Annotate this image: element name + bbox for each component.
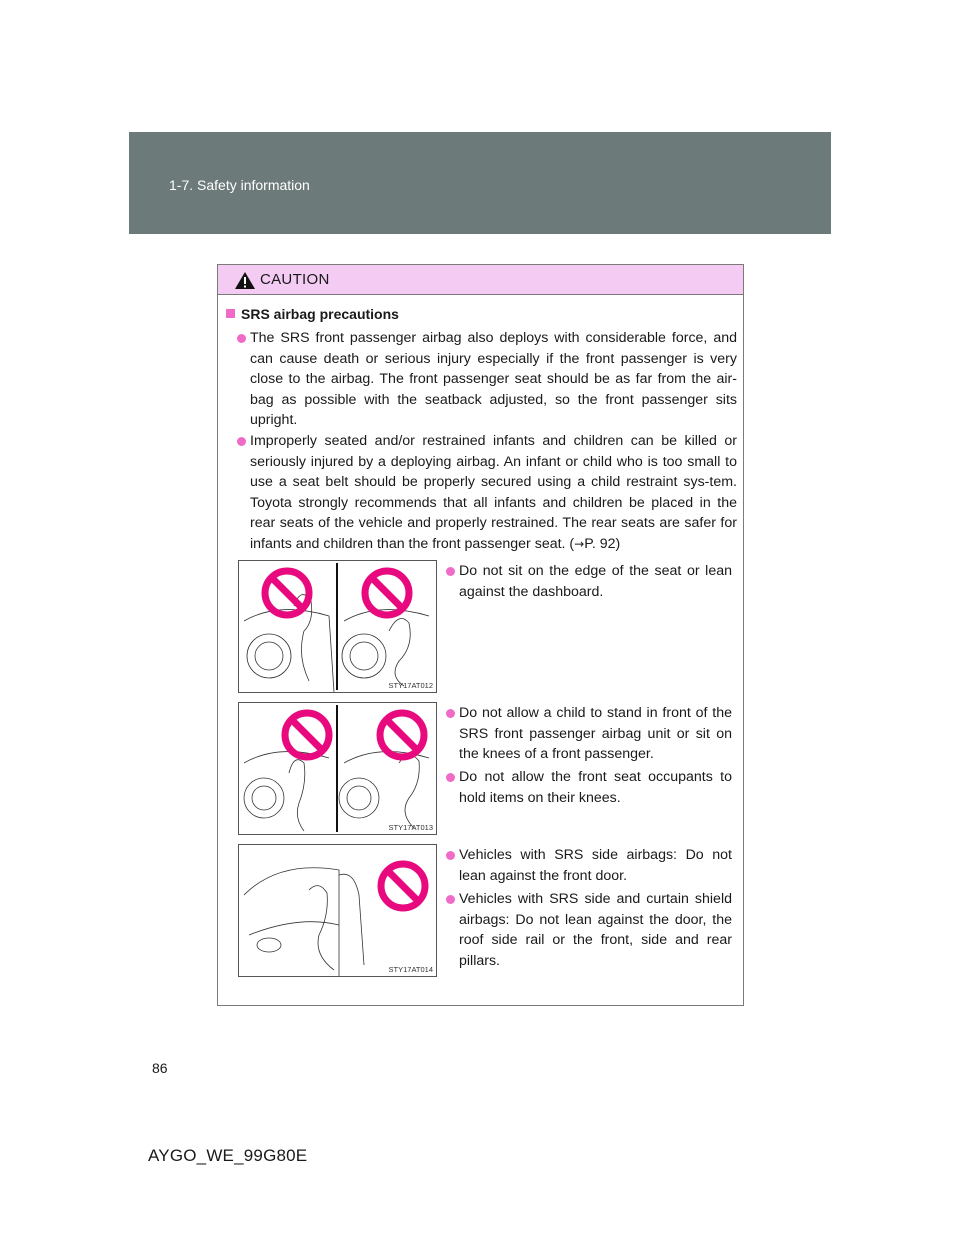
bullet-dot-icon (446, 773, 455, 782)
bullet-paragraph (459, 561, 732, 602)
section-label: 1-7. Safety information (169, 177, 310, 193)
seating-illustration (239, 561, 436, 692)
prohibition-icon (381, 864, 425, 908)
bullet-dot-icon (237, 437, 246, 446)
prohibition-icon (380, 713, 424, 757)
prohibition-icon (265, 571, 309, 615)
caution-header (218, 265, 743, 295)
illustration-2 (238, 702, 437, 835)
illustration-code: STY17AT012 (388, 681, 433, 690)
prohibition-icon (365, 571, 409, 615)
section-heading (226, 306, 399, 322)
arrow-symbol: → (574, 536, 585, 551)
bullet-dot-icon (237, 334, 246, 343)
illustration-code: STY17AT013 (388, 823, 433, 832)
illustration-3 (238, 844, 437, 977)
seating-illustration (239, 845, 436, 976)
bullet-text: Improperly seated and/or restrained infants and children can be killed or seriously injured by a deploying airbag. An infant or child who is too small to use a seat belt should be properly secured using a child restraint sys-tem. Toyota strongly recommends that all infants and children be placed in the rear seats of the vehicle and properly restrained. The rear seats are safer for infants and children than the front passenger seat. ( (250, 433, 737, 552)
heading-text: SRS airbag precautions (241, 306, 399, 322)
seating-illustration (239, 703, 436, 834)
square-bullet-icon (226, 309, 235, 318)
warning-triangle-icon (234, 271, 256, 290)
bullet-dot-icon (446, 895, 455, 904)
prohibition-icon (285, 713, 329, 757)
bullet-paragraph (250, 431, 737, 555)
bullet-paragraph (459, 767, 732, 808)
bullet-text: Do not allow the front seat occupants to hold items on their knees. (459, 769, 732, 806)
bullet-text: P. 92) (584, 535, 621, 552)
bullet-dot-icon (446, 709, 455, 718)
illustration-code: STY17AT014 (388, 965, 433, 974)
bullet-paragraph (250, 328, 737, 431)
document-code: AYGO_WE_99G80E (148, 1146, 308, 1165)
bullet-paragraph (459, 845, 732, 886)
illustration-1 (238, 560, 437, 693)
bullet-text: Do not allow a child to stand in front of the SRS front passenger airbag unit or sit on the knees of a front passenger. (459, 705, 732, 763)
page-number: 86 (152, 1060, 168, 1076)
bullet-text: Vehicles with SRS side and curtain shield airbags: Do not lean against the door, the roof side rail or the front, side and rear pillars. (459, 891, 732, 969)
header-band (129, 132, 831, 234)
bullet-dot-icon (446, 851, 455, 860)
bullet-text: Vehicles with SRS side airbags: Do not lean against the front door. (459, 847, 732, 884)
bullet-text: Do not sit on the edge of the seat or lean against the dashboard. (459, 563, 732, 600)
bullet-dot-icon (446, 567, 455, 576)
bullet-paragraph (459, 703, 732, 765)
bullet-paragraph (459, 889, 732, 971)
caution-box (217, 264, 744, 1006)
caution-title: CAUTION (260, 271, 330, 288)
bullet-text: The SRS front passenger airbag also deploys with considerable force, and can cause death or serious injury especially if the front passenger is very close to the airbag. The front passenger seat should be as far from the air-bag as possible with the seatback adjusted, so the front passenger sits upright. (250, 330, 737, 429)
